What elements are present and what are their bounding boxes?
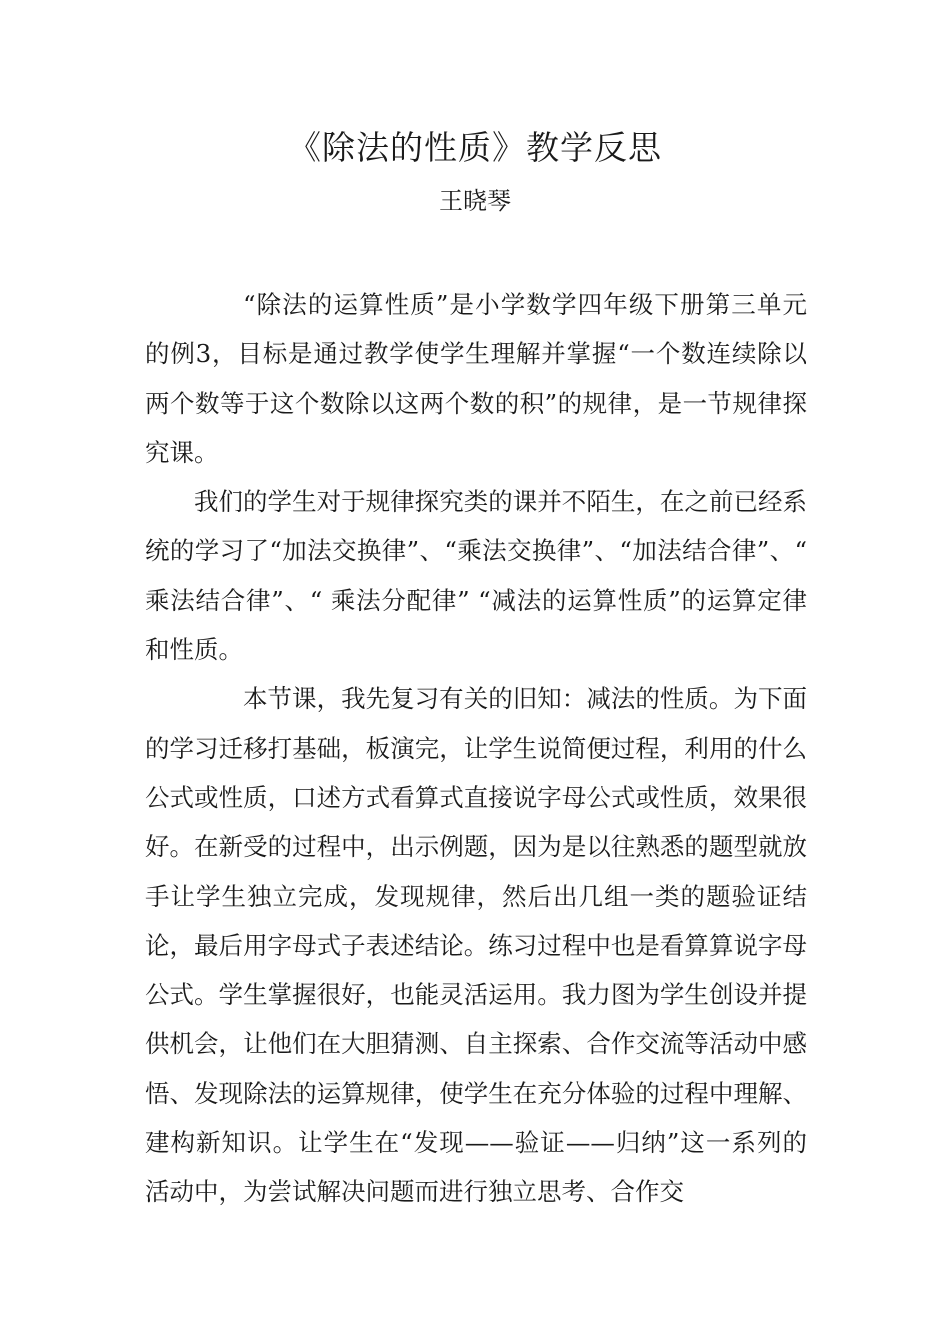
document-title: 《除法的性质》教学反思	[288, 128, 662, 167]
document-author: 王晓琴	[439, 187, 511, 215]
paragraph-2: 我们的学生对于规律探究类的课并不陌生，在之前已经系统的学习了“加法交换律”、“乘法交换律”、“加法结合律”、“ 乘法结合律”、“ 乘法分配律” “减法的运算性质”的运算定律和性质。	[145, 487, 807, 665]
paragraph-1: “除法的运算性质”是小学数学四年级下册第三单元的例3，目标是通过教学使学生理解并掌握“一个数连续除以两个数等于这个数除以这两个数的积”的规律，是一节规律探究课。	[145, 290, 807, 467]
paragraph-3: 本节课，我先复习有关的旧知：减法的性质。为下面的学习迁移打基础，板演完，让学生说简便过程，利用的什么公式或性质，口述方式看算式直接说字母公式或性质，效果很好。在新受的过程中，出示例题，因为是以往熟悉的题型就放手让学生独立完成，发现规律，然后出几组一类的题验证结论，最后用字母式子表述结论。练习过程中也是看算算说字母公式。学生掌握很好，也能灵活运用。我力图为学生创设并提供机会，让他们在大胆猜测、自主探索、合作交流等活动中感悟、发现除法的运算规律，使学生在充分体验的过程中理解、建构新知识。让学生在“发现——验证——归纳”这一系列的活动中，为尝试解决问题而进行独立思考、合作交	[145, 684, 807, 1207]
document-body	[145, 280, 807, 1217]
